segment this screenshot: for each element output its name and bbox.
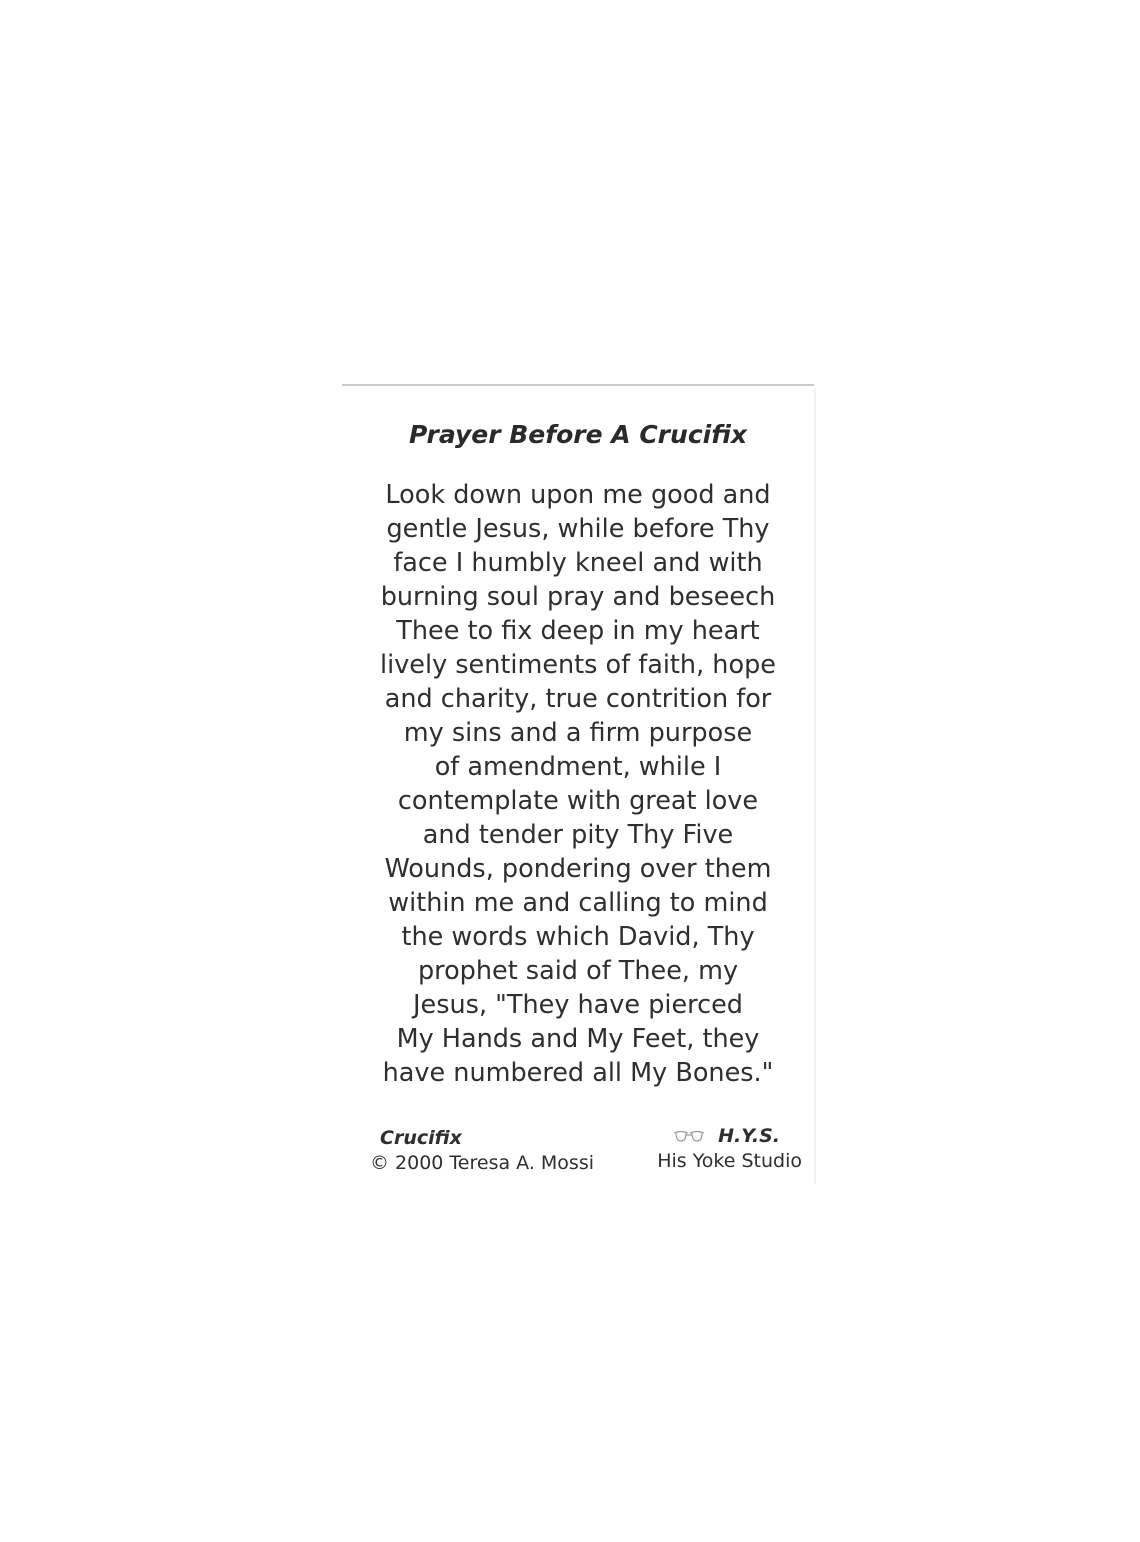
prayer-line: have numbered all My Bones." [382,1058,774,1088]
prayer-line: My Hands and My Feet, they [396,1024,760,1054]
publisher-name: His Yoke Studio [657,1150,802,1172]
prayer-line: prophet said of Thee, my [417,956,739,986]
prayer-line: face I humbly kneel and with [393,548,763,578]
prayer-line: Look down upon me good and [385,480,771,510]
prayer-line: Wounds, pondering over them [384,854,772,884]
prayer-line: within me and calling to mind [388,888,768,918]
prayer-line: and charity, true contrition for [384,684,772,714]
artwork-copyright: © 2000 Teresa A. Mossi [370,1152,595,1174]
prayer-title: Prayer Before A Crucifix [408,420,748,449]
prayer-line: burning soul pray and beseech [380,582,776,612]
prayer-line: of amendment, while I [434,752,722,782]
artwork-credit [370,1126,594,1176]
publisher-credit [657,1124,802,1174]
prayer-line: my sins and a firm purpose [403,718,753,748]
prayer-line: Thee to fix deep in my heart [396,616,760,646]
prayer-line: gentle Jesus, while before Thy [386,514,770,544]
prayer-line: lively sentiments of faith, hope [380,650,776,680]
prayer-line: and tender pity Thy Five [422,820,734,850]
artwork-title: Crucifix [380,1127,462,1149]
publisher-abbrev: H.Y.S. [718,1125,780,1147]
prayer-line: Jesus, "They have pierced [413,990,743,1020]
prayer-line: the words which David, Thy [401,922,755,952]
prayer-text [342,478,814,1090]
prayer-card [342,384,814,1188]
yoke-logo-icon [672,1129,706,1143]
prayer-line: contemplate with great love [397,786,759,816]
